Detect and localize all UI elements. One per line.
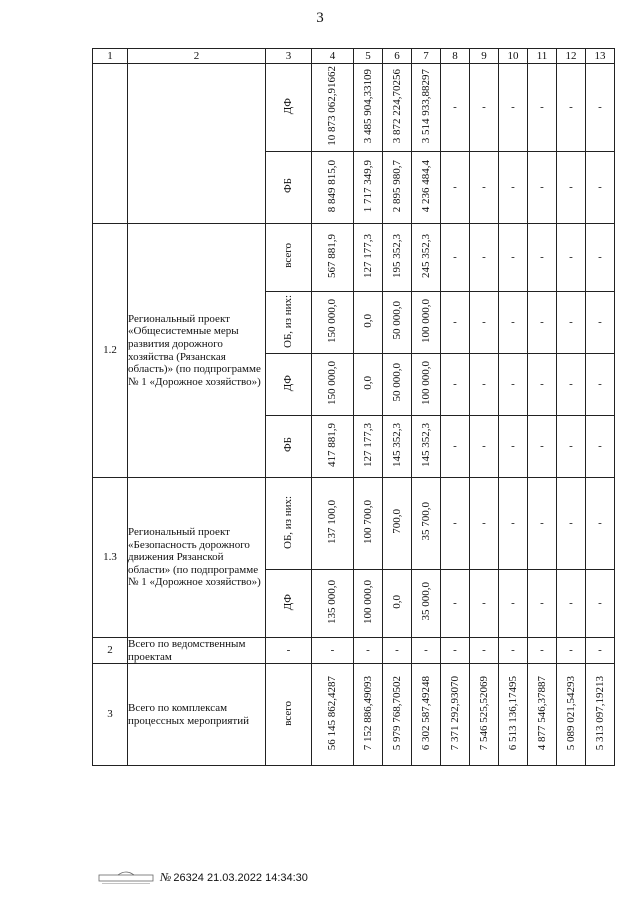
value-text: 10 873 062,91662: [326, 65, 339, 146]
funding-source-cell: [266, 664, 312, 766]
table-body: [93, 49, 615, 766]
empty-value-cell: -: [557, 570, 586, 638]
empty-value-cell: -: [499, 638, 528, 664]
funding-source-label: ДФ: [282, 97, 295, 114]
header-cell-10: 10: [499, 49, 528, 64]
empty-value-cell: -: [470, 152, 499, 224]
number-symbol: №: [160, 869, 172, 884]
value-cell: [412, 292, 441, 354]
value-cell: [412, 354, 441, 416]
value-text: 56 145 862,4287: [326, 675, 339, 751]
empty-value-cell: -: [470, 570, 499, 638]
header-cell-3: 3: [266, 49, 312, 64]
empty-value-cell: -: [383, 638, 412, 664]
value-text: 0,0: [390, 594, 403, 609]
empty-value-cell: -: [499, 292, 528, 354]
empty-value-cell: -: [586, 354, 615, 416]
empty-value-cell: -: [470, 416, 499, 478]
value-cell: [312, 292, 354, 354]
funding-source-label: ФБ: [282, 178, 295, 194]
value-cell: [354, 292, 383, 354]
funding-source-label: ФБ: [282, 437, 295, 453]
row-name: Всего по комплексам процессных мероприятий: [128, 664, 266, 766]
registration-stamp-text: 26324 21.03.2022 14:34:30: [173, 871, 308, 884]
header-cell-4: 4: [312, 49, 354, 64]
value-cell: [412, 64, 441, 152]
value-text: 3 872 224,70256: [390, 68, 403, 143]
funding-source-label: всего: [282, 243, 295, 269]
value-text: 0,0: [361, 313, 374, 328]
value-text: 700,0: [390, 509, 403, 535]
empty-value-cell: -: [586, 292, 615, 354]
empty-value-cell: -: [557, 152, 586, 224]
empty-value-cell: -: [499, 354, 528, 416]
empty-value-cell: -: [441, 478, 470, 570]
empty-value-cell: -: [557, 638, 586, 664]
empty-value-cell: -: [557, 354, 586, 416]
row-number: 1.3: [93, 478, 128, 638]
value-text: 145 352,3: [419, 422, 432, 467]
header-cell-9: 9: [470, 49, 499, 64]
row-name: Региональный проект «Безопасность дорожного движения Рязанской области» (по подпрограмме № 1 «Дорожное хозяйство»): [128, 478, 266, 638]
value-cell: [354, 64, 383, 152]
value-cell: [354, 152, 383, 224]
row-name: Всего по ведомственным проектам: [128, 638, 266, 664]
funding-table: [92, 48, 615, 766]
header-cell-2: 2: [128, 49, 266, 64]
empty-value-cell: -: [528, 416, 557, 478]
value-text: 417 881,9: [326, 422, 339, 467]
value-cell: [383, 64, 412, 152]
row-number: [93, 64, 128, 224]
row-number: 1.2: [93, 224, 128, 478]
value-text: 7 152 886,49093: [361, 675, 374, 751]
value-cell: [354, 416, 383, 478]
empty-value-cell: -: [557, 416, 586, 478]
value-cell: [312, 152, 354, 224]
value-text: 1 717 349,9: [361, 159, 374, 212]
empty-value-cell: -: [586, 64, 615, 152]
funding-source-cell: [266, 416, 312, 478]
empty-value-cell: -: [528, 224, 557, 292]
value-text: 0,0: [361, 375, 374, 390]
funding-source-label: ОБ, из них:: [282, 495, 295, 549]
value-text: 2 895 980,7: [390, 159, 403, 212]
row-name: [128, 64, 266, 224]
empty-value-cell: -: [586, 416, 615, 478]
empty-value-cell: -: [499, 224, 528, 292]
empty-value-cell: -: [586, 638, 615, 664]
value-text: 150 000,0: [326, 298, 339, 343]
empty-value-cell: -: [499, 570, 528, 638]
empty-value-cell: -: [499, 64, 528, 152]
header-row: [93, 49, 615, 64]
empty-value-cell: -: [528, 570, 557, 638]
registration-number: [160, 870, 308, 885]
funding-source-cell: -: [266, 638, 312, 664]
value-text: 5 313 097,19213: [593, 675, 606, 751]
value-cell: [383, 152, 412, 224]
empty-value-cell: -: [441, 416, 470, 478]
table-row: [93, 478, 615, 570]
value-text: 567 881,9: [326, 233, 339, 278]
header-cell-1: 1: [93, 49, 128, 64]
funding-source-cell: [266, 224, 312, 292]
funding-source-cell: [266, 478, 312, 570]
value-cell: [383, 354, 412, 416]
government-emblem-icon: [98, 869, 154, 885]
funding-source-label: ДФ: [282, 374, 295, 391]
empty-value-cell: -: [528, 354, 557, 416]
value-text: 137 100,0: [326, 499, 339, 544]
value-text: 100 000,0: [361, 579, 374, 624]
value-cell: [470, 664, 499, 766]
empty-value-cell: -: [499, 478, 528, 570]
row-number: 2: [93, 638, 128, 664]
header-cell-13: 13: [586, 49, 615, 64]
value-text: 127 177,3: [361, 233, 374, 278]
value-text: 7 371 292,93070: [448, 675, 461, 751]
value-text: 100 000,0: [419, 360, 432, 405]
value-cell: [412, 664, 441, 766]
value-text: 8 849 815,0: [326, 159, 339, 212]
empty-value-cell: -: [499, 416, 528, 478]
value-text: 35 700,0: [419, 502, 432, 541]
empty-value-cell: -: [470, 478, 499, 570]
empty-value-cell: -: [586, 570, 615, 638]
header-cell-5: 5: [354, 49, 383, 64]
table-row: [93, 638, 615, 664]
value-text: 245 352,3: [419, 233, 432, 278]
value-text: 127 177,3: [361, 422, 374, 467]
value-cell: [312, 664, 354, 766]
value-cell: [412, 478, 441, 570]
value-cell: [312, 416, 354, 478]
value-cell: [354, 224, 383, 292]
empty-value-cell: -: [586, 478, 615, 570]
value-cell: [354, 478, 383, 570]
funding-source-cell: [266, 292, 312, 354]
funding-source-label: ОБ, из них:: [282, 294, 295, 348]
empty-value-cell: -: [470, 354, 499, 416]
funding-source-cell: [266, 570, 312, 638]
value-cell: [354, 570, 383, 638]
value-text: 135 000,0: [326, 579, 339, 624]
empty-value-cell: -: [441, 570, 470, 638]
empty-value-cell: -: [557, 64, 586, 152]
value-text: 6 513 136,17495: [506, 675, 519, 751]
registration-footer: [98, 869, 308, 885]
empty-value-cell: -: [312, 638, 354, 664]
value-cell: [557, 664, 586, 766]
value-cell: [383, 570, 412, 638]
empty-value-cell: -: [528, 638, 557, 664]
value-text: 145 352,3: [390, 422, 403, 467]
value-text: 3 514 933,88297: [419, 68, 432, 143]
value-cell: [312, 570, 354, 638]
empty-value-cell: -: [586, 152, 615, 224]
empty-value-cell: -: [441, 64, 470, 152]
funding-source-label: ДФ: [282, 593, 295, 610]
empty-value-cell: -: [470, 638, 499, 664]
empty-value-cell: -: [354, 638, 383, 664]
value-cell: [528, 664, 557, 766]
value-cell: [354, 664, 383, 766]
value-cell: [312, 224, 354, 292]
value-cell: [412, 416, 441, 478]
empty-value-cell: -: [441, 638, 470, 664]
value-cell: [383, 416, 412, 478]
empty-value-cell: -: [557, 292, 586, 354]
value-cell: [383, 292, 412, 354]
funding-source-label: всего: [282, 700, 295, 726]
value-cell: [412, 152, 441, 224]
empty-value-cell: -: [528, 64, 557, 152]
empty-value-cell: -: [586, 224, 615, 292]
value-text: 50 000,0: [390, 363, 403, 402]
row-number: 3: [93, 664, 128, 766]
header-cell-11: 11: [528, 49, 557, 64]
value-text: 5 979 768,70502: [390, 675, 403, 751]
value-cell: [441, 664, 470, 766]
page-number: 3: [316, 10, 324, 26]
value-cell: [499, 664, 528, 766]
value-cell: [383, 224, 412, 292]
value-cell: [412, 570, 441, 638]
row-name: Региональный проект «Общесистемные меры развития дорожного хозяйства (Рязанская область)» (по подпрограмме № 1 «Дорожное хозяйство»): [128, 224, 266, 478]
value-cell: [312, 478, 354, 570]
funding-source-cell: [266, 152, 312, 224]
table-row: [93, 224, 615, 292]
value-text: 4 236 484,4: [419, 159, 432, 212]
value-text: 150 000,0: [326, 360, 339, 405]
empty-value-cell: -: [441, 224, 470, 292]
empty-value-cell: -: [528, 478, 557, 570]
funding-source-cell: [266, 64, 312, 152]
empty-value-cell: -: [557, 224, 586, 292]
value-text: 5 089 021,54293: [564, 675, 577, 751]
value-text: 195 352,3: [390, 233, 403, 278]
header-cell-7: 7: [412, 49, 441, 64]
empty-value-cell: -: [557, 478, 586, 570]
empty-value-cell: -: [470, 292, 499, 354]
value-text: 35 000,0: [419, 582, 432, 621]
value-text: 50 000,0: [390, 301, 403, 340]
empty-value-cell: -: [499, 152, 528, 224]
empty-value-cell: -: [412, 638, 441, 664]
value-text: 7 546 525,52069: [477, 675, 490, 751]
table-row: [93, 64, 615, 152]
value-cell: [586, 664, 615, 766]
empty-value-cell: -: [441, 292, 470, 354]
empty-value-cell: -: [528, 292, 557, 354]
header-cell-12: 12: [557, 49, 586, 64]
value-cell: [383, 478, 412, 570]
value-cell: [383, 664, 412, 766]
value-cell: [354, 354, 383, 416]
empty-value-cell: -: [441, 152, 470, 224]
value-cell: [412, 224, 441, 292]
empty-value-cell: -: [441, 354, 470, 416]
value-text: 100 000,0: [419, 298, 432, 343]
empty-value-cell: -: [528, 152, 557, 224]
table-row: [93, 664, 615, 766]
header-cell-6: 6: [383, 49, 412, 64]
empty-value-cell: -: [470, 64, 499, 152]
value-cell: [312, 354, 354, 416]
value-cell: [312, 64, 354, 152]
funding-source-cell: [266, 354, 312, 416]
value-text: 6 302 587,49248: [419, 675, 432, 751]
value-text: 4 877 546,37887: [535, 675, 548, 751]
value-text: 3 485 904,33109: [361, 68, 374, 143]
value-text: 100 700,0: [361, 499, 374, 544]
empty-value-cell: -: [470, 224, 499, 292]
header-cell-8: 8: [441, 49, 470, 64]
